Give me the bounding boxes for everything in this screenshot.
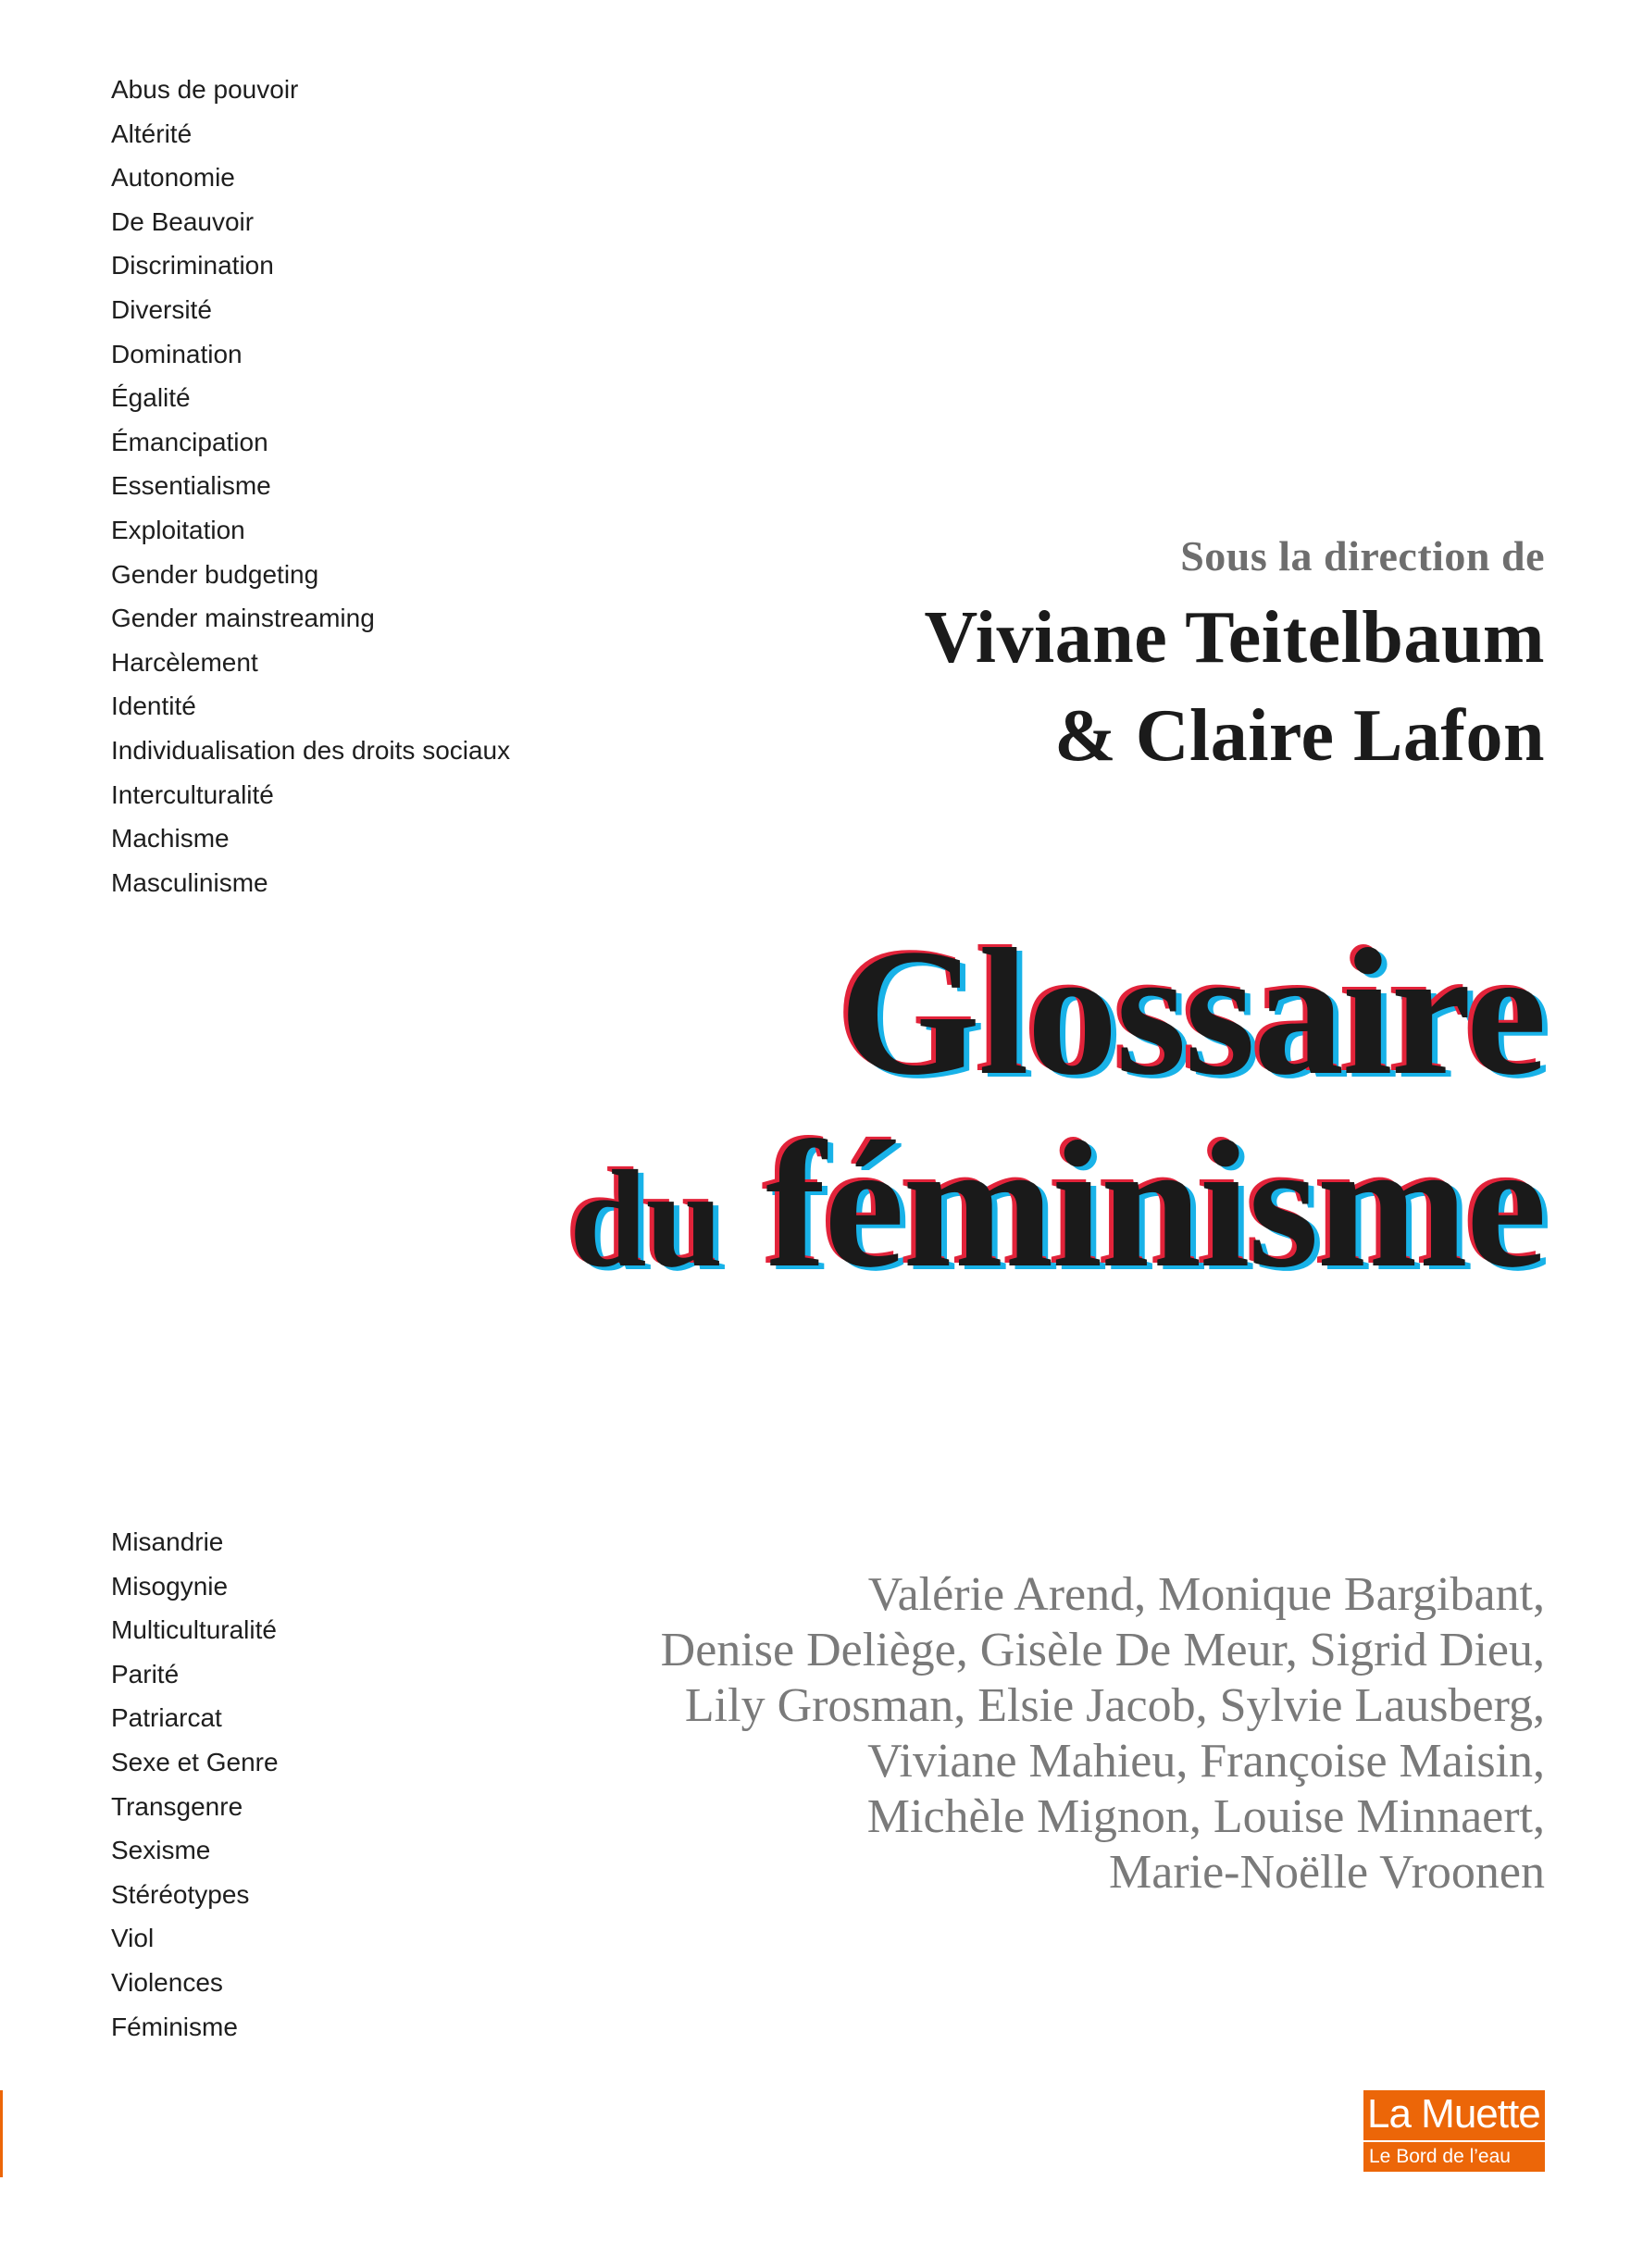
keyword-item: Essentialisme [111,471,271,501]
keyword-item: Machisme [111,824,230,854]
publisher-name: La Muette [1367,2091,1540,2137]
title-word-du: du [569,1142,722,1296]
keyword-item: Stéréotypes [111,1879,250,1909]
keyword-item: Misandrie [111,1527,224,1556]
keyword-item: Individualisation des droits sociaux [111,735,511,765]
contributors-line: Lily Grosman, Elsie Jacob, Sylvie Lausberg, [684,1679,1545,1732]
keyword-item: Domination [111,339,243,368]
contributors-line: Marie-Noëlle Vroonen [1109,1846,1545,1899]
keyword-item: Identité [111,692,196,721]
editor-name: Viviane Teitelbaum [924,597,1545,679]
keyword-list-bottom [111,1520,279,2049]
keyword-item: Discrimination [111,251,274,280]
keyword-item: Masculinisme [111,867,268,897]
keyword-item: Parité [111,1659,180,1689]
keyword-item: Diversité [111,294,212,324]
title-word-feminisme: féminisme [765,1104,1545,1305]
keyword-item: Sexisme [111,1836,211,1865]
contributors-line: Denise Deliège, Gisèle De Meur, Sigrid Dieu, [660,1624,1545,1676]
keyword-item: Égalité [111,383,191,413]
publisher-logo [1363,2090,1545,2172]
keyword-item: Misogynie [111,1571,229,1601]
edge-mark [0,2090,3,2177]
keyword-item: Abus de pouvoir [111,75,299,104]
keyword-item: Interculturalité [111,779,274,809]
title-line-1: Glossaire [839,912,1545,1113]
publisher-imprint: Le Bord de l’eau [1369,2146,1511,2167]
keyword-item: Violences [111,1967,223,1997]
keyword-item: Gender mainstreaming [111,604,375,633]
contributors-line: Viviane Mahieu, Françoise Maisin, [867,1735,1545,1788]
keyword-item: De Beauvoir [111,206,255,236]
keyword-item: Transgenre [111,1791,243,1821]
editor-name: & Claire Lafon [1054,695,1545,777]
keyword-item: Féminisme [111,2012,238,2041]
keyword-item: Autonomie [111,163,235,193]
keyword-item: Sexe et Genre [111,1747,279,1776]
keyword-item: Altérité [111,118,193,148]
keyword-item: Harcèlement [111,647,258,677]
keyword-item: Exploitation [111,515,245,544]
title-line-2 [569,1104,1545,1307]
keyword-list-top [111,68,510,904]
contributors-line: Michèle Mignon, Louise Minnaert, [866,1790,1545,1843]
keyword-item: Gender budgeting [111,559,319,589]
contributors-line: Valérie Arend, Monique Bargibant, [867,1568,1545,1621]
publisher-divider [1363,2140,1545,2142]
keyword-item: Viol [111,1924,155,1953]
direction-intro: Sous la direction de [1180,532,1545,579]
keyword-item: Émancipation [111,427,268,456]
editors-block [924,524,1545,785]
keyword-item: Multiculturalité [111,1615,277,1645]
keyword-item: Patriarcat [111,1703,222,1733]
book-title [569,912,1545,1307]
contributors-list [527,1567,1545,1900]
